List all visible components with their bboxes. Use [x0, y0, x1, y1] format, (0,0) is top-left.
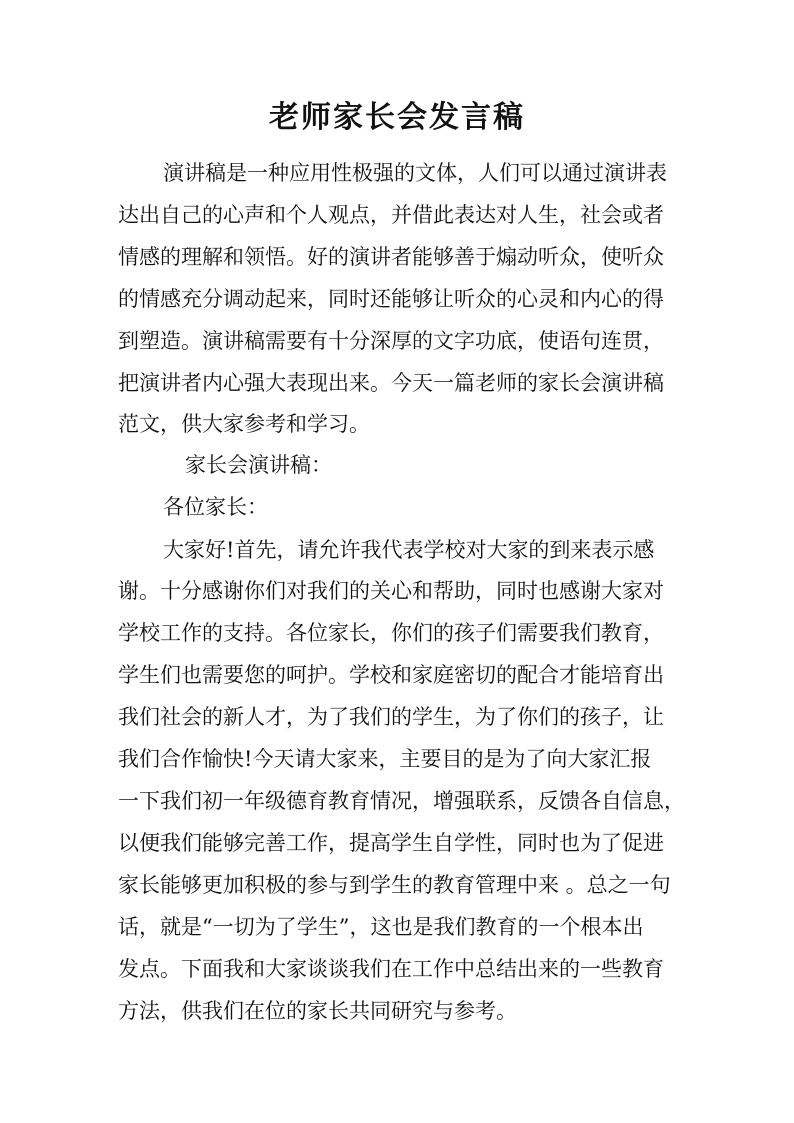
- salutation: 各位家长：: [163, 495, 268, 519]
- paragraph-line: 达出自己的心声和个人观点，并借此表达对人生，社会或者: [118, 203, 664, 227]
- paragraph-line: 大家好!首先，请允许我代表学校对大家的到来表示感: [163, 538, 655, 562]
- paragraph-line: 范文，供大家参考和学习。: [118, 412, 370, 436]
- paragraph-line: 家长能够更加积极的参与到学生的教育管理中来 。总之一句: [118, 873, 671, 897]
- paragraph-line: 把演讲者内心强大表现出来。今天一篇老师的家长会演讲稿: [118, 371, 664, 395]
- paragraph-line: 情感的理解和领悟。好的演讲者能够善于煽动听众，使听众: [118, 245, 664, 269]
- document-title: 老师家长会发言稿: [269, 100, 525, 135]
- paragraph-line: 发点。下面我和大家谈谈我们在工作中总结出来的一些教育: [118, 957, 664, 981]
- paragraph-line: 话，就是“一切为了学生”，这也是我们教育的一个根本出: [118, 915, 644, 939]
- paragraph-line: 我们合作愉快!今天请大家来，主要目的是为了向大家汇报: [118, 747, 652, 771]
- paragraph-line: 的情感充分调动起来，同时还能够让听众的心灵和内心的得: [118, 287, 664, 311]
- paragraph-line: 我们社会的新人才，为了我们的学生，为了你们的孩子，让: [118, 705, 664, 729]
- paragraph-line: 到塑造。演讲稿需要有十分深厚的文字功底，使语句连贯，: [118, 329, 664, 353]
- paragraph-line: 一下我们初一年级德育教育情况，增强联系，反馈各自信息，: [118, 789, 685, 813]
- paragraph-line: 方法，供我们在位的家长共同研究与参考。: [118, 999, 517, 1023]
- paragraph-line: 学生们也需要您的呵护。学校和家庭密切的配合才能培育出: [118, 663, 664, 687]
- section-label: 家长会演讲稿：: [185, 453, 332, 477]
- paragraph-line: 谢。十分感谢你们对我们的关心和帮助，同时也感谢大家对: [118, 579, 664, 603]
- paragraph-line: 以便我们能够完善工作，提高学生自学性，同时也为了促进: [118, 831, 664, 855]
- paragraph-line: 演讲稿是一种应用性极强的文体，人们可以通过演讲表: [163, 161, 667, 185]
- paragraph-line: 学校工作的支持。各位家长，你们的孩子们需要我们教育，: [118, 621, 664, 645]
